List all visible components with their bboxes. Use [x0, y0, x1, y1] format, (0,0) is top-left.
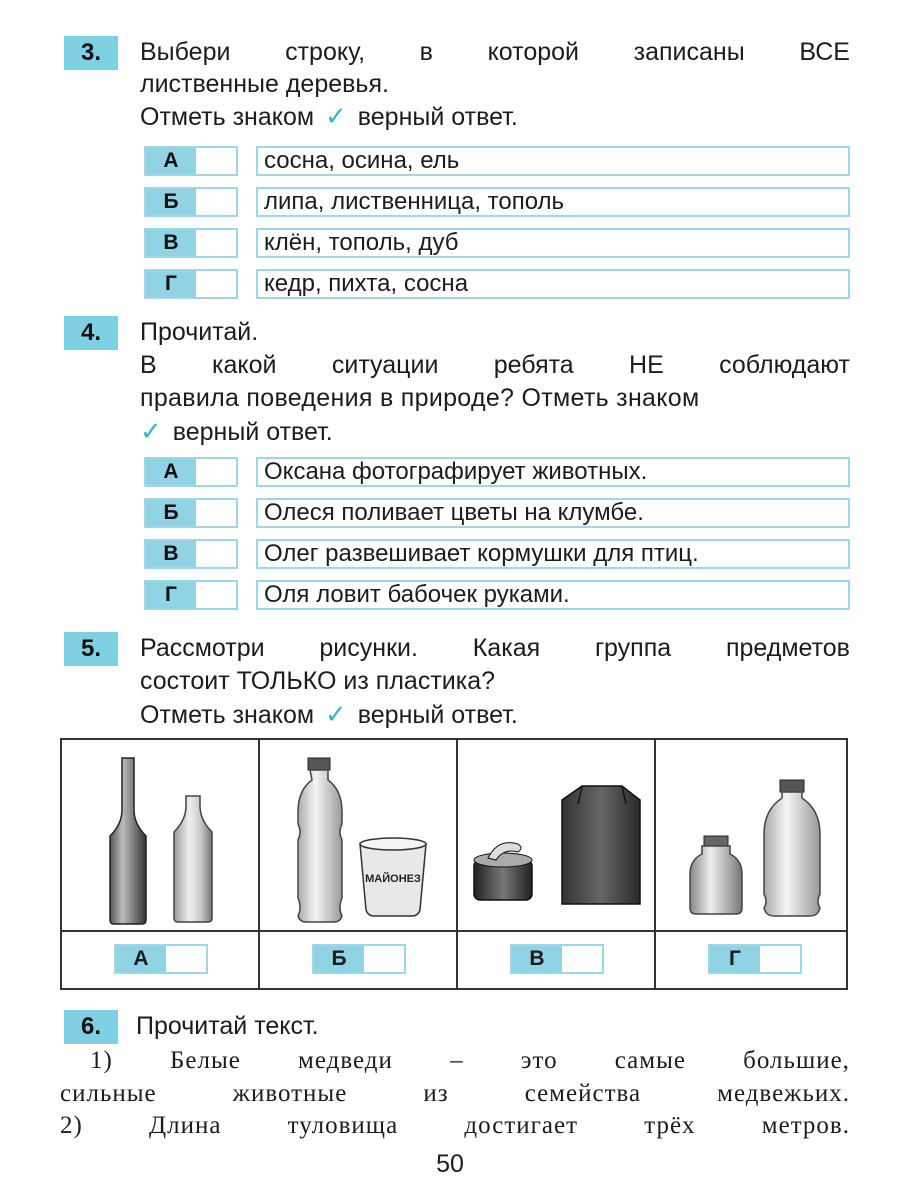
- answer-checkbox[interactable]: [196, 271, 236, 297]
- word: медвежьих.: [717, 1080, 850, 1107]
- table-divider: [654, 740, 656, 988]
- task-3-answer-box-g[interactable]: [144, 269, 238, 299]
- word: –: [450, 1047, 464, 1074]
- answer-checkbox[interactable]: [196, 148, 236, 174]
- option-letter: Г: [710, 946, 760, 972]
- check-mark-icon: ✓: [140, 416, 162, 446]
- word: трёх: [644, 1112, 696, 1139]
- word: в: [419, 38, 433, 66]
- task-3-answer-box-b[interactable]: [144, 187, 238, 217]
- instruction-text: Отметь знаком: [140, 103, 315, 131]
- answer-checkbox[interactable]: [196, 230, 236, 256]
- check-mark-icon: ✓: [325, 101, 347, 131]
- word: достигает: [464, 1112, 579, 1139]
- option-letter: В: [512, 946, 562, 972]
- answer-checkbox[interactable]: [196, 500, 236, 526]
- task-4-answer-box-g[interactable]: [144, 580, 238, 610]
- instruction-text: верный ответ.: [357, 103, 518, 131]
- milk-bottle-icon: [174, 796, 212, 922]
- word: предметов: [725, 634, 850, 662]
- task-4-option-v: Олег развешивает кормушки для птиц.: [256, 539, 850, 569]
- task-4-question-line-2: правила поведения в природе? Отметь знаком: [140, 384, 700, 412]
- word: 2): [60, 1112, 83, 1139]
- option-letter: В: [146, 541, 196, 567]
- word: строку,: [285, 38, 366, 66]
- task-3-question-line-2: лиственные деревья.: [140, 70, 389, 98]
- task-3-option-b: липа, лиственница, тополь: [256, 187, 850, 217]
- word: ребята: [493, 351, 574, 379]
- word: записаны: [633, 38, 745, 66]
- bottle-cap-icon: [308, 758, 330, 770]
- word: метров.: [761, 1112, 850, 1139]
- task-5-answer-box-v[interactable]: [510, 944, 604, 974]
- task-4-number: 4.: [64, 316, 118, 350]
- option-letter: А: [116, 946, 166, 972]
- task-5-answer-box-g[interactable]: [708, 944, 802, 974]
- word: животные: [232, 1080, 348, 1107]
- option-letter: Г: [146, 582, 196, 608]
- word: семейства: [524, 1080, 642, 1107]
- word: НЕ: [629, 351, 664, 379]
- word: туловища: [287, 1112, 399, 1139]
- task-4-question-line-1: [140, 349, 850, 381]
- task-5-number: 5.: [64, 632, 118, 666]
- task-3-question-line-1: [140, 36, 850, 68]
- answer-checkbox[interactable]: [196, 189, 236, 215]
- tin-can-and-paper-bag-illustration: [468, 750, 648, 926]
- word: самые: [614, 1047, 686, 1074]
- task-6-text-line-2: [60, 1078, 850, 1110]
- word: Выбери: [140, 38, 231, 66]
- task-4-option-a: Оксана фотографирует животных.: [256, 457, 850, 487]
- word: ситуации: [331, 351, 439, 379]
- answer-checkbox[interactable]: [196, 541, 236, 567]
- task-3-number: 3.: [64, 36, 118, 70]
- task-3-instruction: [140, 100, 518, 133]
- paper-bag-icon: [562, 786, 640, 904]
- instruction-text: Отметь знаком: [140, 701, 315, 729]
- task-3-answer-box-a[interactable]: [144, 146, 238, 176]
- page-number: 50: [436, 1150, 464, 1178]
- word: 1): [90, 1047, 113, 1074]
- word: большие,: [743, 1047, 850, 1074]
- task-4-answer-box-b[interactable]: [144, 498, 238, 528]
- jar-and-plastic-bottle-illustration: [672, 750, 842, 926]
- instruction-text: верный ответ.: [172, 418, 333, 446]
- option-letter: Г: [146, 271, 196, 297]
- plastic-bottle-and-bucket-illustration: [280, 750, 440, 926]
- table-divider: [62, 930, 846, 932]
- bucket-label: МАЙОНЕЗ: [365, 873, 421, 885]
- task-5-question-line-2: состоит ТОЛЬКО из пластика?: [140, 667, 496, 695]
- word: сильные: [60, 1080, 157, 1107]
- glass-jar-icon: [690, 846, 742, 914]
- option-letter: А: [146, 148, 196, 174]
- task-4-answer-box-v[interactable]: [144, 539, 238, 569]
- task-6-title: Прочитай текст.: [136, 1012, 319, 1040]
- task-4-instruction: [140, 415, 333, 448]
- table-divider: [258, 740, 260, 988]
- plastic-bottle-icon: [764, 792, 820, 916]
- task-5-answer-box-a[interactable]: [114, 944, 208, 974]
- bottle-cap-icon: [780, 780, 804, 792]
- task-5-picture-table: [60, 738, 848, 990]
- task-5-instruction: [140, 698, 518, 731]
- option-letter: Б: [314, 946, 364, 972]
- word: В: [140, 351, 157, 379]
- option-letter: В: [146, 230, 196, 256]
- task-5-answer-box-b[interactable]: [312, 944, 406, 974]
- task-4-title: Прочитай.: [140, 318, 259, 346]
- word: Белые: [170, 1047, 241, 1074]
- jar-lid-icon: [704, 836, 728, 846]
- task-4-answer-box-a[interactable]: [144, 457, 238, 487]
- option-letter: Б: [146, 500, 196, 526]
- word: Длина: [149, 1112, 222, 1139]
- task-6-text-line-3: [60, 1110, 850, 1142]
- answer-checkbox[interactable]: [196, 459, 236, 485]
- word: Рассмотри: [140, 634, 265, 662]
- task-4-option-b: Олеся поливает цветы на клумбе.: [256, 498, 850, 528]
- wine-bottle-icon: [110, 758, 146, 924]
- option-letter: Б: [146, 189, 196, 215]
- table-divider: [456, 740, 458, 988]
- word: ВСЕ: [799, 38, 850, 66]
- check-mark-icon: ✓: [325, 699, 347, 729]
- word: которой: [487, 38, 580, 66]
- glass-bottles-illustration: [82, 750, 242, 926]
- task-3-option-g: кедр, пихта, сосна: [256, 269, 850, 299]
- answer-checkbox[interactable]: [196, 582, 236, 608]
- word: группа: [594, 634, 672, 662]
- task-4-option-g: Оля ловит бабочек руками.: [256, 580, 850, 610]
- option-letter: А: [146, 459, 196, 485]
- word: рисунки.: [319, 634, 418, 662]
- word: соблюдают: [719, 351, 850, 379]
- word: Какая: [472, 634, 541, 662]
- task-3-option-v: клён, тополь, дуб: [256, 228, 850, 258]
- word: из: [423, 1080, 449, 1107]
- plastic-bottle-icon: [298, 770, 342, 922]
- task-6-text-line-1: [60, 1045, 850, 1077]
- task-3-answer-box-v[interactable]: [144, 228, 238, 258]
- task-5-question-line-1: [140, 632, 850, 664]
- word: какой: [212, 351, 277, 379]
- word: это: [520, 1047, 558, 1074]
- instruction-text: верный ответ.: [357, 701, 518, 729]
- task-3-option-a: сосна, осина, ель: [256, 146, 850, 176]
- task-6-number: 6.: [64, 1010, 118, 1044]
- word: медведи: [298, 1047, 393, 1074]
